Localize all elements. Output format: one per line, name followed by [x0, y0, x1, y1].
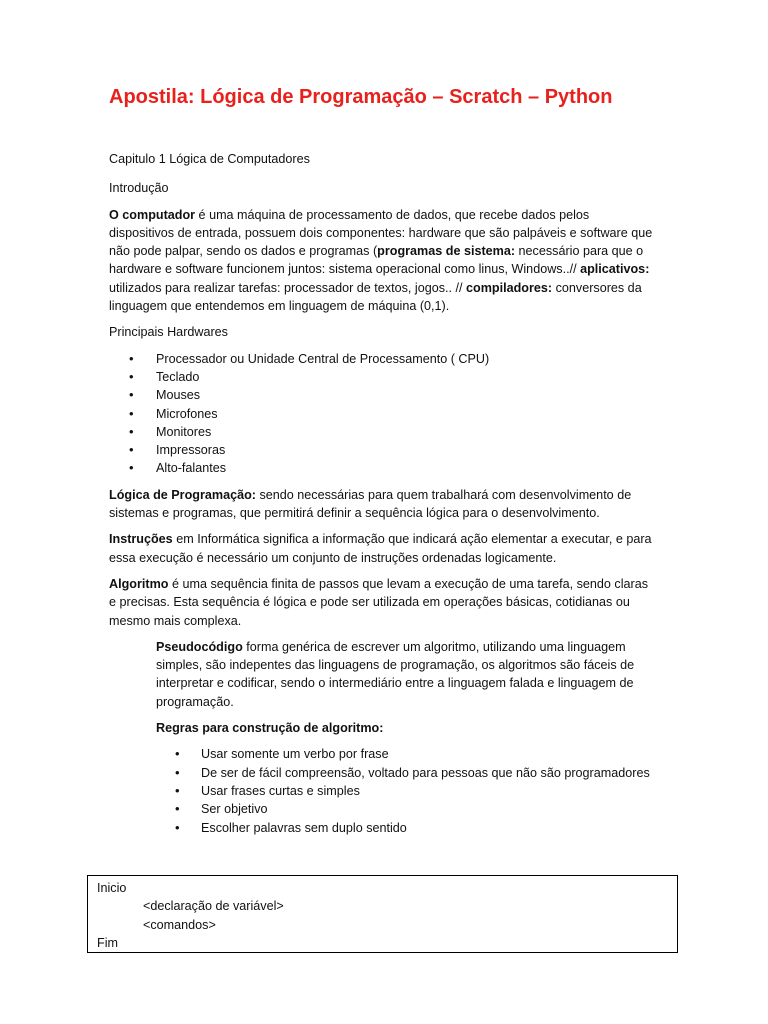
logica-text: sendo necessárias para quem trabalhará com desenvolvimento de sistemas e programas, que permitirá definir a sequência lógica para o desenvolvimento. [109, 487, 632, 521]
rules-list [156, 745, 656, 836]
intro-text-4: conversores da linguagem que entendemos em linguagem de máquina (0,1). [109, 280, 642, 314]
list-item: • Escolher palavras sem duplo sentido [156, 819, 656, 837]
intro-paragraph [109, 206, 654, 316]
pseudo-paragraph [156, 638, 656, 711]
logica-term: Lógica de Programação: [109, 487, 256, 502]
document-body [109, 150, 654, 845]
algoritmo-text: é uma sequência finita de passos que levam a execução de uma tarefa, sendo claras e precisas. Esta sequência é lógica e pode ser utilizada em operações básicas, cotidianas ou mesmo mais complexa. [109, 576, 649, 628]
rules-heading: Regras para construção de algoritmo: [156, 721, 384, 736]
list-item: • Usar somente um verbo por frase [156, 745, 656, 763]
algorithm-template-box [87, 875, 678, 953]
instrucoes-text: em Informática significa a informação que indicará ação elementar a executar, e para essa execução é necessário um conjunto de instruções ordenadas logicamente. [109, 532, 652, 565]
chapter-heading: Capitulo 1 Lógica de Computadores [109, 152, 310, 166]
indented-section [156, 638, 656, 837]
code-start: Inicio [97, 881, 127, 895]
list-item: • Usar frases curtas e simples [156, 782, 656, 800]
intro-term: O computador [109, 207, 196, 222]
list-item: • Impressoras [109, 441, 654, 459]
intro-text-1: é uma máquina de processamento de dados, que recebe dados pelos dispositivos de entrada, possuem dois componentes: hardware que são palpáveis e software que não pode palpar, sendo os dados e programas ( [109, 207, 653, 259]
list-item: • Ser objetivo [156, 800, 656, 818]
document-title: Apostila: Lógica de Programação – Scratch – Python [109, 86, 613, 108]
code-line-commands: <comandos> [143, 917, 216, 932]
hardware-heading: Principais Hardwares [109, 325, 228, 340]
list-item: • De ser de fácil compreensão, voltado para pessoas que não são programadores [156, 764, 656, 782]
code-line-declaration: <declaração de variável> [143, 899, 284, 914]
intro-term-4: compiladores: [466, 280, 553, 295]
instrucoes-paragraph [109, 530, 654, 567]
algoritmo-term: Algoritmo [109, 576, 169, 591]
intro-text-3: utilizados para realizar tarefas: processador de textos, jogos.. // [109, 280, 467, 295]
list-item: • Alto-falantes [109, 459, 654, 477]
pseudo-text: forma genérica de escrever um algoritmo, utilizando uma linguagem simples, são indepentes das linguagens de programação, os algoritmos são fáceis de interpretar e codificar, sendo o intermediário entre a linguagem falada e linguagem de programação. [156, 639, 635, 709]
intro-term-3: aplicativos: [580, 262, 650, 277]
list-item: • Microfones [109, 405, 654, 423]
intro-term-2: programas de sistema: [377, 244, 516, 259]
list-item: • Teclado [109, 368, 654, 386]
instrucoes-term: Instruções [109, 532, 173, 547]
hardware-list [109, 350, 654, 478]
code-end: Fim [97, 935, 118, 950]
intro-heading: Introdução [109, 181, 169, 196]
algoritmo-paragraph [109, 575, 654, 630]
list-item: • Monitores [109, 423, 654, 441]
list-item: • Mouses [109, 386, 654, 404]
logica-paragraph [109, 486, 654, 523]
list-item: • Processador ou Unidade Central de Processamento ( CPU) [109, 350, 654, 368]
intro-text-2: necessário para que o hardware e software funcionem juntos: sistema operacional como linus, Windows..// [109, 244, 644, 277]
pseudo-term: Pseudocódigo [156, 639, 243, 654]
